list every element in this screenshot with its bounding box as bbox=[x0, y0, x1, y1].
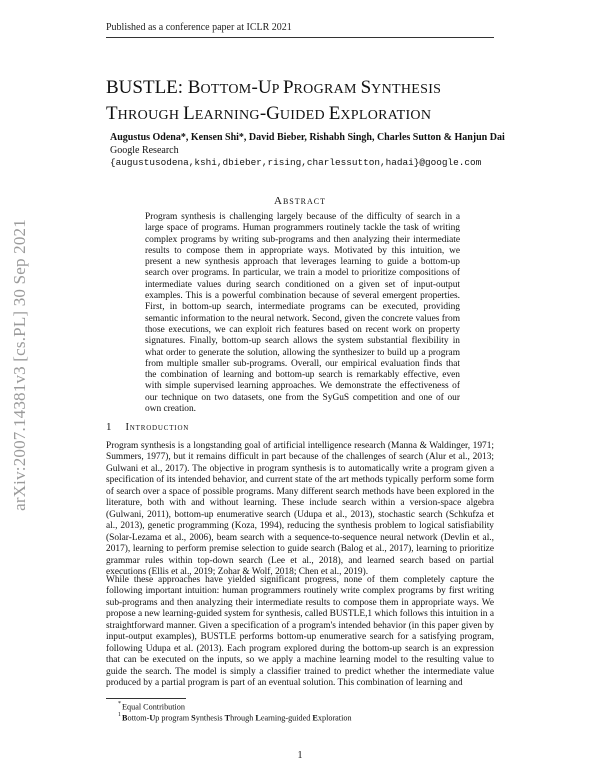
header-rule bbox=[106, 37, 494, 38]
title-seg: E bbox=[328, 103, 341, 124]
section-title: Introduction bbox=[125, 422, 190, 433]
title-seg: UIDED bbox=[279, 108, 329, 123]
footnote-acronym-part: earning-guided bbox=[260, 713, 313, 723]
title-seg: -U bbox=[251, 77, 272, 98]
page-number: 1 bbox=[297, 750, 303, 761]
footnote-acronym-text bbox=[122, 714, 352, 723]
footnote-acronym-part: T bbox=[224, 713, 231, 723]
author-emails: {augustusodena,kshi,dbieber,rising,charlessutton,hadai}@google.com bbox=[110, 157, 482, 168]
title-line-1 bbox=[106, 76, 526, 102]
title-seg: T bbox=[106, 103, 118, 124]
footnote-acronym-part: L bbox=[255, 713, 261, 723]
footnote-acronym-part: ynthesis bbox=[195, 713, 225, 723]
footnote-acronym-part: E bbox=[312, 713, 318, 723]
affiliation: Google Research bbox=[110, 145, 179, 156]
title-seg: L bbox=[183, 103, 195, 124]
title-seg: EARNING bbox=[194, 108, 260, 123]
abstract-heading: Abstract bbox=[274, 195, 326, 207]
title-seg: P bbox=[282, 77, 294, 98]
title-seg: ROGRAM bbox=[293, 82, 361, 97]
footnote-acronym-part: p program bbox=[155, 713, 192, 723]
abstract-body: Program synthesis is challenging largely because of the difficulty of search in a large space of programs. Human programmers routinely tackle the task of writing complex programs by writing sub-programs and then analyzing their intermediate results to compose them in appropriate ways. Motivated by this intuition, we present a new synthesis approach that leverages learning to guide a bottom-up search over programs. In particular, we train a model to prioritize compositions of intermediate values during search conditioned on a given set of input-output examples. This is a powerful combination because of several emergent properties. First, in bottom-up search, intermediate programs can be executed, providing semantic information to the neural network. Second, given the concrete values from those executions, we can exploit rich features based on recent work on property signatures. Finally, bottom-up search allows the system substantial flexibility in what order to generate the solution, allowing the synthesizer to build up a program from multiple smaller sub-programs. Overall, our empirical evaluation finds that the combination of learning and bottom-up search is remarkably effective, even with simple supervised learning approaches. We demonstrate the effectiveness of our technique on two datasets, one from the SyGuS competition and one of our own creation. bbox=[145, 212, 460, 415]
footnote-rule bbox=[106, 698, 186, 699]
section-number: 1 bbox=[106, 421, 112, 433]
footnote-acronym-part: B bbox=[122, 713, 128, 723]
footnote-mark: * bbox=[118, 701, 121, 707]
intro-paragraph-1: Program synthesis is a longstanding goal of artificial intelligence research (Manna & Waldinger, 1971; Summers, 1977), but it remains difficult in part because of the challenges of search (Alur et al., 2013; Gulwani et al., 2017). The objective in program synthesis is to automatically write a program given a specification of its intended behavior, and current state of the art methods typically perform some form of search over a space of possible programs. Many different search methods have been explored in the literature, both with and without learning. These include search within a version-space algebra (Gulwani, 2011), bottom-up enumerative search (Udupa et al., 2013), stochastic search (Schkufza et al., 2013), genetic programming (Koza, 1994), reducing the synthesis problem to logical satisfiability (Solar-Lezama et al., 2006), beam search with a sequence-to-sequence neural network (Devlin et al., 2017), learning to perform premise selection to guide search (Balog et al., 2017), learning to prioritize grammar rules within top-down search (Lee et al., 2018), and learned search based on partial executions (Ellis et al., 2019; Zohar & Wolf, 2018; Chen et al., 2019). bbox=[106, 441, 494, 577]
title-line-2 bbox=[106, 102, 526, 128]
paper-title bbox=[106, 76, 526, 128]
arxiv-stamp-text: arXiv:2007.14381v3 [cs.PL] 30 Sep 2021 bbox=[10, 219, 29, 511]
footnote-acronym-part: S bbox=[191, 713, 196, 723]
footnote-acronym-part: ottom- bbox=[127, 713, 150, 723]
author-list: Augustus Odena*, Kensen Shi*, David Bieber, Rishabh Singh, Charles Sutton & Hanjun Dai bbox=[110, 132, 505, 143]
title-seg: YNTHESIS bbox=[371, 82, 442, 97]
footnote-mark: 1 bbox=[118, 712, 121, 718]
title-seg: P bbox=[271, 82, 283, 97]
title-seg: HROUGH bbox=[117, 108, 184, 123]
arxiv-stamp bbox=[0, 140, 40, 590]
title-seg: -G bbox=[259, 103, 280, 124]
footnote-acronym-part: xploration bbox=[317, 713, 352, 723]
footnote-acronym bbox=[118, 713, 352, 723]
intro-paragraph-2: While these approaches have yielded significant progress, none of them completely capture the following important intuition: human programmers routinely write complex programs by first writing sub-programs and then analyzing their intermediate results to compose them in appropriate ways. We propose a new learning-guided system for synthesis, called BUSTLE,1 which follows this intuition in a straightforward manner. Given a specification of a program's intended behavior (in this paper given by input-output examples), BUSTLE performs bottom-up enumerative search for a satisfying program, following Udupa et al. (2013). Each program explored during the bottom-up search is an expression that can be executed on the inputs, so we apply a machine learning model to the resulting value to guide the search. The model is simply a classifier trained to predict whether the intermediate value produced by a partial program is part of an eventual solution. This combination of learning and bbox=[106, 575, 494, 689]
section-heading bbox=[106, 421, 189, 433]
footnote-text: Equal Contribution bbox=[122, 702, 185, 712]
title-seg: OTTOM bbox=[200, 82, 252, 97]
title-seg: XPLORATION bbox=[340, 108, 432, 123]
conference-header: Published as a conference paper at ICLR 2021 bbox=[106, 22, 292, 33]
footnote-equal-contribution bbox=[118, 702, 185, 712]
footnote-acronym-part: U bbox=[149, 713, 156, 723]
title-seg: BUSTLE: B bbox=[106, 77, 201, 98]
footnote-acronym-part: hrough bbox=[230, 713, 256, 723]
title-seg: S bbox=[360, 77, 372, 98]
